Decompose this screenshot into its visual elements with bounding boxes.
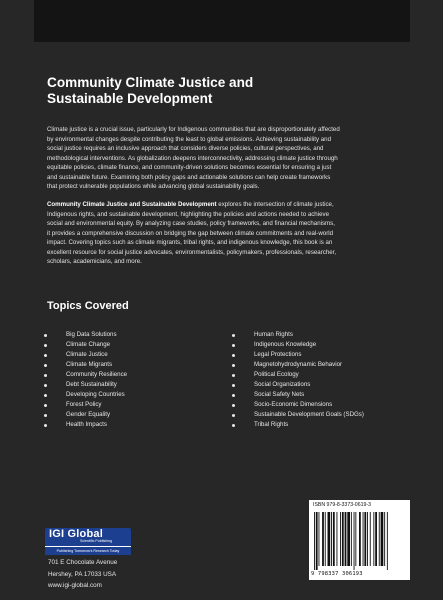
topic-label: Social Organizations <box>254 381 311 389</box>
publisher-logo-subtitle: Scientific Publishing <box>80 539 112 543</box>
topic-item <box>232 390 422 400</box>
bullet-icon <box>44 374 47 377</box>
topic-item <box>232 420 422 430</box>
barcode-bar <box>314 512 315 570</box>
publisher-website: www.igi-global.com <box>48 582 102 589</box>
topic-label: Socio-Economic Dimensions <box>254 401 333 409</box>
bullet-icon <box>232 404 235 407</box>
bullet-icon <box>232 384 235 387</box>
barcode-bar <box>354 512 355 570</box>
bullet-icon <box>44 384 47 387</box>
barcode-bar <box>337 512 338 566</box>
publisher-logo <box>45 528 131 555</box>
topic-label: Community Resilience <box>66 371 128 379</box>
description-paragraph <box>47 200 411 267</box>
intro-line: social justice requires an inclusive approach that considers diverse policies, cultural perspectives, and <box>47 145 324 152</box>
barcode-bar <box>342 512 344 566</box>
intro-line: that protect vulnerable populations while advancing global sustainability goals. <box>47 183 260 190</box>
topic-item <box>44 340 234 350</box>
topic-label: Human Rights <box>254 331 293 338</box>
intro-line: methodological interventions. As globalization deepens interconnectivity, addressing climate justice through <box>47 154 338 162</box>
bullet-icon <box>44 344 47 347</box>
description-line: Indigenous rights, and sustainable development, highlighting the policies and actions needed to achieve <box>47 210 329 218</box>
description-line: social and environmental equity. By analyzing case studies, policy frameworks, and financial mechanisms, <box>47 220 335 227</box>
barcode-bar <box>379 512 380 566</box>
barcode-digits: 9 798337 306193 <box>311 571 363 577</box>
publisher-logo-mark <box>45 528 131 546</box>
bullet-icon <box>44 354 47 357</box>
bullet-icon <box>44 424 47 427</box>
address-line: Hershey, PA 17033 USA <box>48 570 117 578</box>
book-title-line: Community Climate Justice and <box>47 75 254 90</box>
barcode-bar <box>363 512 364 566</box>
isbn-barcode <box>309 500 410 580</box>
bullet-icon <box>44 394 47 397</box>
barcode-bar <box>375 512 377 566</box>
topics-list-right <box>232 330 422 430</box>
publisher-logo-tagline: Publishing Tomorrow's Research Today <box>45 546 131 555</box>
topic-label: Political Ecology <box>254 371 299 379</box>
description-line: impact. Covering topics such as climate migrants, tribal rights, and indigenous knowledge, this book is an <box>47 239 333 246</box>
topics-heading: Topics Covered <box>47 300 129 312</box>
barcode-bar <box>328 512 331 566</box>
barcode-bar <box>340 512 341 566</box>
barcode-bar <box>319 512 320 566</box>
book-title-line: Sustainable Development <box>47 91 213 106</box>
barcode-bar <box>387 512 388 570</box>
intro-line: and sustainable future. Examining both policy gaps and actionable solutions can help create frameworks <box>47 173 331 181</box>
barcode-icon <box>311 512 408 570</box>
topic-label: Climate Justice <box>66 351 108 359</box>
topic-item <box>44 390 234 400</box>
topic-item <box>232 340 422 350</box>
topic-item <box>44 400 234 410</box>
topic-label: Legal Protections <box>254 351 302 359</box>
publisher-address <box>48 557 188 592</box>
bullet-icon <box>44 414 47 417</box>
book-title <box>47 75 407 107</box>
top-panel <box>34 0 410 42</box>
topic-item <box>44 410 234 420</box>
topic-label: Debt Sustainability <box>66 381 117 389</box>
topic-label: Magnetohydrodynamic Behavior <box>254 361 343 369</box>
topic-item <box>44 350 234 360</box>
bullet-icon <box>44 364 47 367</box>
topic-item <box>232 400 422 410</box>
topic-item <box>232 360 422 370</box>
topic-label: Climate Change <box>66 341 111 349</box>
topic-item <box>44 380 234 390</box>
topic-item <box>232 330 422 340</box>
barcode-bar <box>347 512 350 566</box>
topic-item <box>44 330 234 340</box>
bullet-icon <box>232 374 235 377</box>
topics-list-left <box>44 330 234 430</box>
bullet-icon <box>232 364 235 367</box>
description-line <box>47 200 411 210</box>
topic-label: Big Data Solutions <box>66 331 117 338</box>
bullet-icon <box>44 404 47 407</box>
topic-label: Climate Migrants <box>66 361 113 369</box>
bullet-icon <box>232 424 235 427</box>
topic-label: Sustainable Development Goals (SDGs) <box>254 411 364 419</box>
bullet-icon <box>232 414 235 417</box>
barcode-bar <box>322 512 324 566</box>
topic-label: Tribal Rights <box>254 421 289 429</box>
topic-item <box>44 370 234 380</box>
topic-item <box>44 360 234 370</box>
bullet-icon <box>44 334 47 337</box>
barcode-bar <box>345 512 347 566</box>
topic-item <box>232 350 422 360</box>
barcode-bar <box>381 512 384 566</box>
topic-item <box>232 410 422 420</box>
topic-item <box>232 370 422 380</box>
intro-paragraph <box>47 125 411 192</box>
bullet-icon <box>232 334 235 337</box>
barcode-bar <box>384 512 385 566</box>
barcode-bar <box>333 512 335 566</box>
topic-label: Health Impacts <box>66 421 107 429</box>
barcode-bar <box>370 512 371 566</box>
barcode-bar <box>325 512 326 566</box>
description-text: explores the intersection of climate justice, <box>216 201 334 208</box>
barcode-bar <box>351 512 352 566</box>
topic-label: Indigenous Knowledge <box>254 341 317 349</box>
intro-line: Climate justice is a crucial issue, particularly for Indigenous communities that are disproportionately affected <box>47 126 340 133</box>
barcode-bar <box>367 512 368 566</box>
address-line: 701 E Chocolate Avenue <box>48 559 118 566</box>
isbn-label: ISBN 979-8-3373-0619-3 <box>313 502 371 508</box>
barcode-bar <box>316 512 318 570</box>
barcode-bar <box>364 512 366 566</box>
topic-label: Developing Countries <box>66 391 125 399</box>
publisher-logo-name: IGI Global <box>49 528 103 540</box>
barcode-bar <box>359 512 361 566</box>
bullet-icon <box>232 344 235 347</box>
intro-line: by environmental changes despite contributing the least to global emissions. Achieving sustainability and <box>47 135 332 143</box>
description-book-title: Community Climate Justice and Sustainable Development <box>47 201 217 208</box>
topic-label: Gender Equality <box>66 411 111 419</box>
description-line: excellent resource for social justice advocates, environmentalists, policymakers, professionals, researcher, <box>47 248 337 256</box>
intro-line: equitable policies, climate finance, and community-driven solutions becomes essential for ensuring a just <box>47 164 332 171</box>
topic-label: Social Safety Nets <box>254 391 305 399</box>
barcode-bar <box>331 512 332 566</box>
topic-label: Forest Policy <box>66 401 102 409</box>
bullet-icon <box>232 354 235 357</box>
topic-item <box>232 380 422 390</box>
barcode-bar <box>373 512 374 566</box>
barcode-bar <box>355 512 356 566</box>
bullet-icon <box>232 394 235 397</box>
topic-item <box>44 420 234 430</box>
description-line: scholars, academicians, and more. <box>47 258 142 265</box>
description-line: it provides a comprehensive discussion on bridging the gap between climate commitments and real-world <box>47 229 334 237</box>
